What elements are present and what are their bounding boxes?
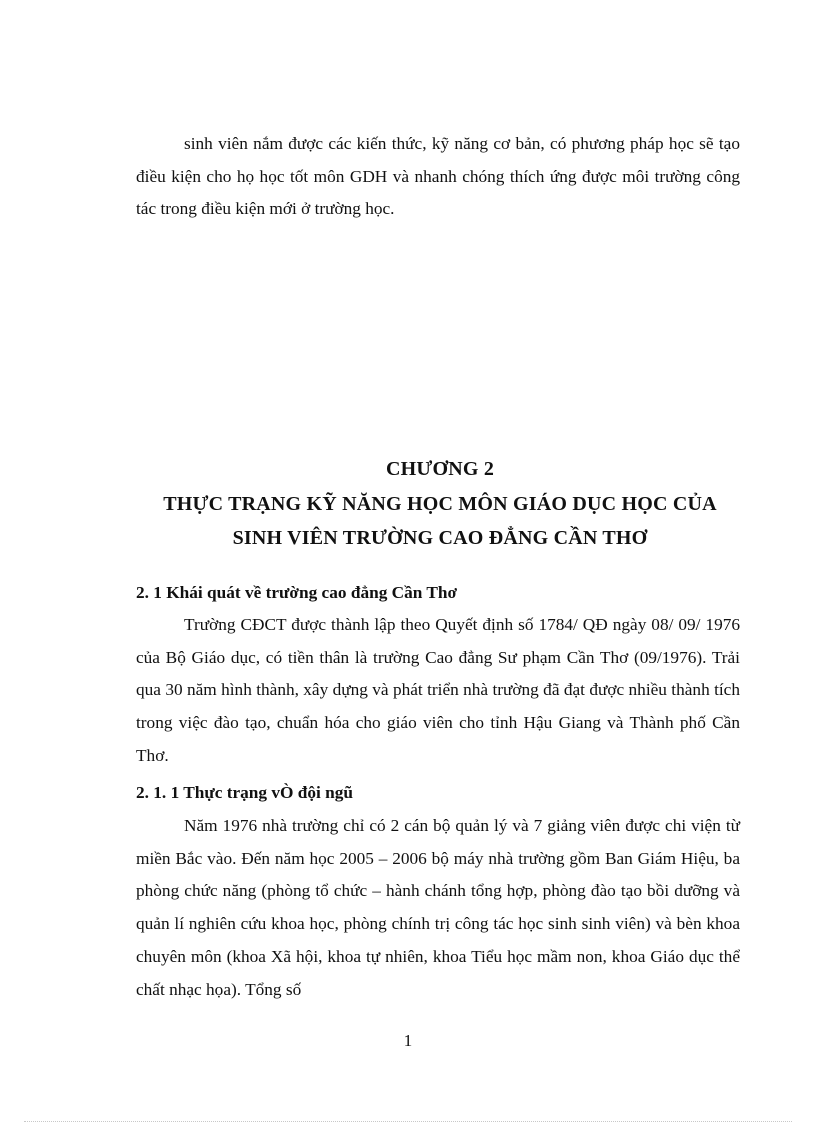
intro-paragraph: sinh viên nắm được các kiến thức, kỹ năng cơ bản, có phương pháp học sẽ tạo điều kiện cho họ học tốt môn GDH và nhanh chóng thích ứng được môi trường công tác trong điều kiện mới ở trường học. (136, 134, 740, 219)
section-heading-2-1-1: 2. 1. 1 Thực trạng vÒ đội ngũ (136, 783, 353, 802)
chapter-number: CHƯƠNG 2 (385, 458, 495, 480)
page-bottom-divider (24, 1121, 792, 1122)
chapter-title-line-2: SINH VIÊN TRƯỜNG CAO ĐẲNG CẦN THƠ (232, 527, 648, 549)
chapter-title (120, 487, 760, 555)
section-2-1-paragraph: Trường CĐCT được thành lập theo Quyết định số 1784/ QĐ ngày 08/ 09/ 1976 của Bộ Giáo dục, có tiền thân là trường Cao đẳng Sư phạm Cần Thơ (09/1976). Trải qua 30 năm hình thành, xây dựng và phát triển nhà trường đã đạt được nhiều thành tích trong việc đào tạo, chuẩn hóa cho giáo viên cho tỉnh Hậu Giang và Thành phố Cần Thơ. (136, 615, 740, 765)
page-number: 1 (403, 1031, 413, 1050)
section-2-1-1-paragraph: Năm 1976 nhà trường chỉ có 2 cán bộ quản lý và 7 giảng viên được chi viện từ miền Bắc vào. Đến năm học 2005 – 2006 bộ máy nhà trường gồm Ban Giám Hiệu, ba phòng chức năng (phòng tổ chức – hành chánh tổng hợp, phòng đào tạo bồi dưỡng và quản lí nghiên cứu khoa học, phòng chính trị công tác học sinh sinh viên) và bèn khoa chuyên môn (khoa Xã hội, khoa tự nhiên, khoa Tiểu học mầm non, khoa Giáo dục thể chất nhạc họa). Tổng số (136, 816, 740, 999)
chapter-title-line-1: THỰC TRẠNG KỸ NĂNG HỌC MÔN GIÁO DỤC HỌC CỦA (163, 493, 717, 515)
section-heading-2-1: 2. 1 Khái quát về trường cao đẳng Cần Thơ (136, 583, 458, 602)
